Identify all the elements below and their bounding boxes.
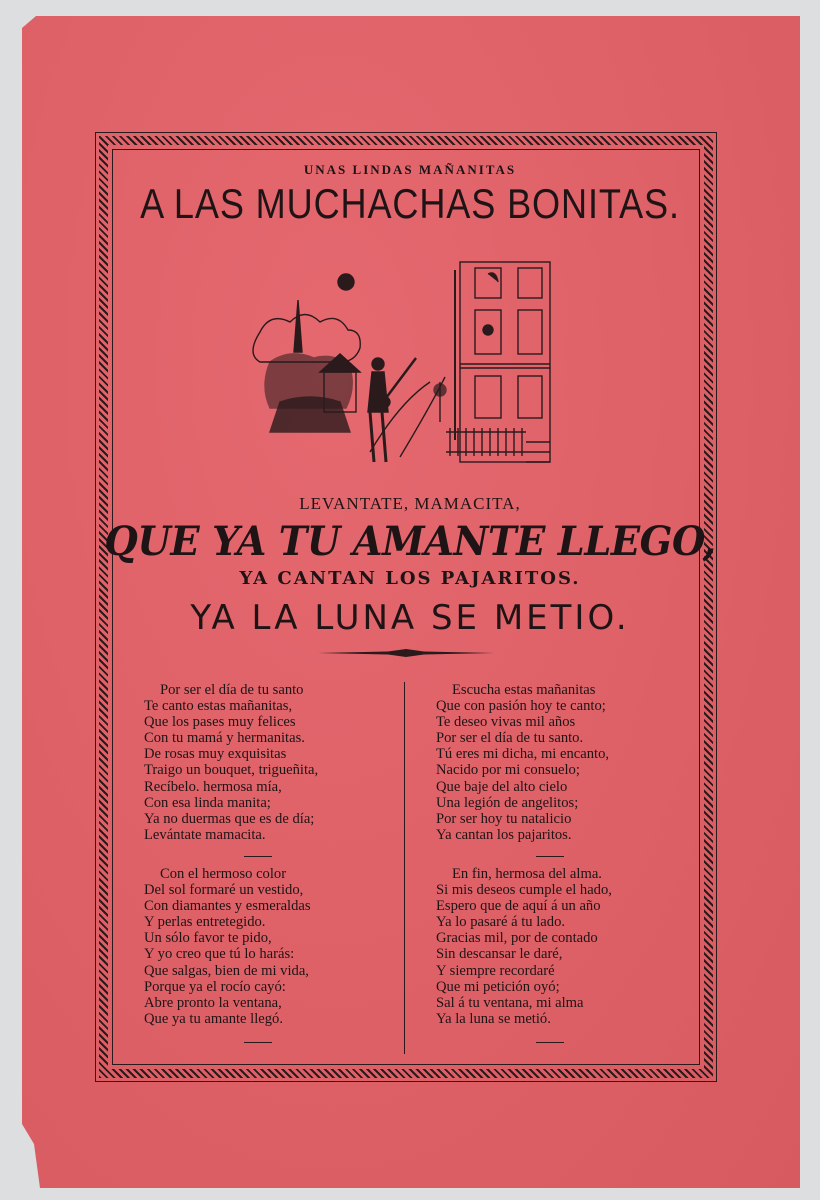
verse-line: Y perlas entretegido. (144, 914, 266, 931)
verse-line: Te canto estas mañanitas, (144, 698, 293, 715)
verse-line: Por ser el día de tu santo (160, 682, 304, 698)
stanza-left-top (144, 682, 318, 843)
verse-line: En fin, hermosa del alma. (452, 866, 602, 882)
serenade-illustration-icon (250, 252, 560, 472)
stanza-separator (244, 1042, 272, 1043)
verse-line: Una legión de angelitos; (436, 794, 579, 811)
verse-line: Sal á tu ventana, mi alma (436, 994, 584, 1011)
stanza-separator (244, 856, 272, 857)
verse-line: Por ser hoy tu natalicio (436, 810, 572, 827)
verse-line: Ya no duermas que es de día; (144, 810, 315, 827)
pretitle: UNAS LINDAS MAÑANITAS (303, 162, 517, 177)
verse-line: Del sol formaré un vestido, (144, 882, 304, 899)
verse-line: Te deseo vivas mil años (436, 714, 576, 731)
verse-line: Gracias mil, por de contado (436, 930, 598, 947)
verse-line: Con tu mamá y hermanitas. (144, 730, 305, 747)
verse-line: Que los pases muy felices (144, 714, 296, 731)
refrain-line-3: YA CANTAN LOS PAJARITOS. (239, 568, 581, 589)
verse-line: De rosas muy exquisitas (144, 746, 287, 763)
stanza-right-bottom (436, 866, 612, 1027)
verse-line: Levántate mamacita. (144, 826, 266, 843)
page-title: A LAS MUCHACHAS BONITAS. (140, 180, 680, 227)
verse-line: Un sólo favor te pido, (144, 930, 272, 947)
verse-line: Recíbelo. hermosa mía, (144, 778, 282, 795)
verse-line: Ya cantan los pajaritos. (436, 826, 572, 843)
verse-line: Que ya tu amante llegó. (144, 1010, 283, 1027)
verse-line: Que salgas, bien de mi vida, (144, 962, 309, 979)
verse-line: Tú eres mi dicha, mi encanto, (436, 746, 610, 763)
verse-line: Ya lo pasaré á tu lado. (436, 914, 566, 931)
verse-line: Traigo un bouquet, trigueñita, (144, 762, 319, 779)
verse-line: Ya la luna se metió. (436, 1010, 551, 1027)
verse-line: Nacido por mi consuelo; (436, 762, 580, 779)
stanza-right-top (436, 682, 609, 843)
verse-line: Sin descansar le daré, (436, 946, 563, 963)
verse-line: Que baje del alto cielo (436, 778, 568, 795)
refrain-line-1: LEVANTATE, MAMACITA, (299, 494, 521, 513)
ornament-divider-icon (318, 648, 494, 658)
refrain-line-4: YA LA LUNA SE METIO. (190, 598, 630, 638)
stanza-separator (536, 856, 564, 857)
verse-line: Espero que de aquí á un año (436, 898, 601, 915)
verse-line: Porque ya el rocío cayó: (144, 978, 286, 995)
verse-line: Abre pronto la ventana, (144, 994, 282, 1011)
verse-line: Que con pasión hoy te canto; (436, 698, 606, 715)
verse-line: Si mis deseos cumple el hado, (436, 882, 612, 899)
stanza-left-bottom (144, 866, 311, 1027)
verse-line: Con diamantes y esmeraldas (144, 898, 311, 915)
verse-line: Y siempre recordaré (436, 962, 555, 979)
verse-line: Que mi petición oyó; (436, 978, 560, 995)
column-divider (404, 682, 405, 1054)
stanza-separator (536, 1042, 564, 1043)
refrain-line-2: QUE YA TU AMANTE LLEGO, (104, 518, 716, 565)
verse-line: Con esa linda manita; (144, 794, 271, 811)
verse-line: Escucha estas mañanitas (452, 682, 596, 698)
verse-line: Y yo creo que tú lo harás: (144, 946, 295, 963)
verse-line: Por ser el día de tu santo. (436, 730, 584, 747)
verse-line: Con el hermoso color (160, 866, 287, 882)
